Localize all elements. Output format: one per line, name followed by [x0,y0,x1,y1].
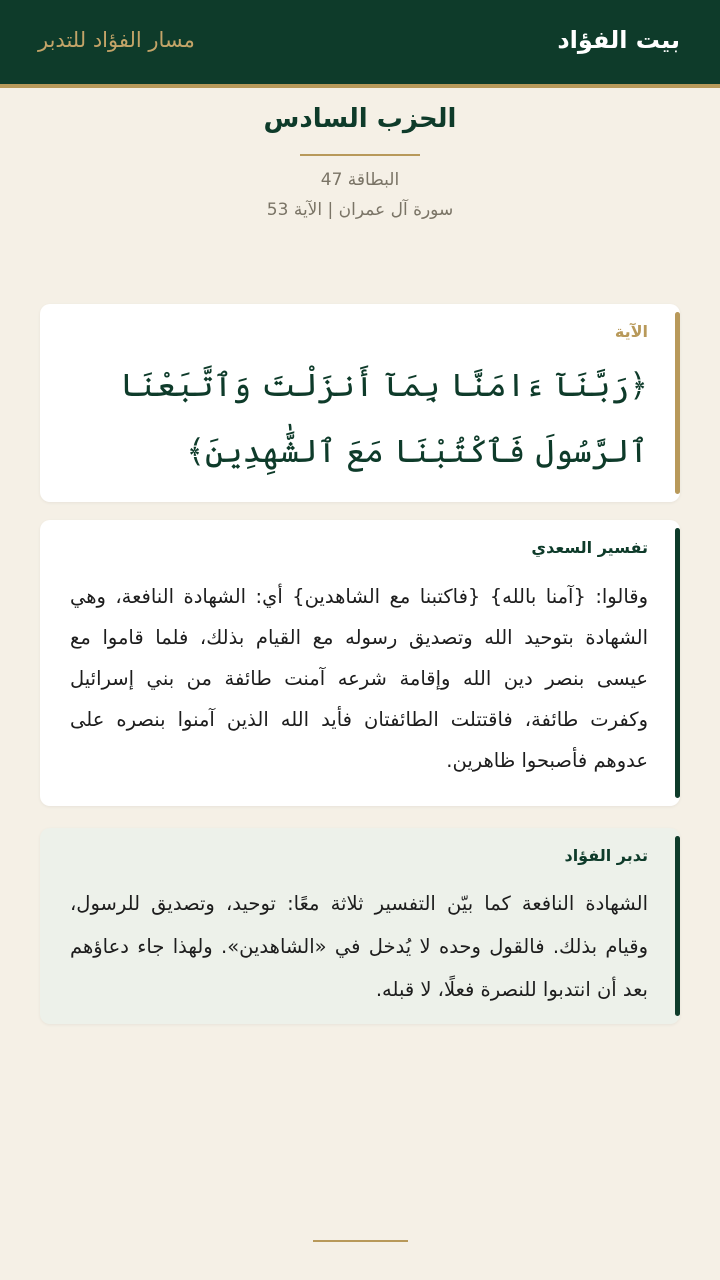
tadabbur-accent-bar [675,836,680,1016]
tafsir-text: وقالوا: {آمنا بالله} {فاكتبنا مع الشاهدين} أي: الشهادة النافعة، وهي الشهادة بتوحيد الله وتصديق رسوله مع القيام بذلك، فلما قاموا مع عيسى بنصر دين الله وإقامة شرعه آمنت طائفة من بني إسرائيل وكفرت طائفة، فاقتتلت الطائفتان فأيد الله الذين آمنوا بنصره على عدوهم فأصبحوا ظاهرين. [70,585,648,772]
path-link[interactable]: مسار الفؤاد للتدبر [38,28,195,52]
verse-text: ﴿رَبَّنَآ ءَامَنَّا بِمَآ أَنزَلْتَ وَٱتَّبَعْنَا ٱلرَّسُولَ فَٱكْتُبْنَا مَعَ ٱلشَّٰهِدِينَ﴾ [119,366,648,470]
card-number: البطاقة 47 [320,170,400,190]
title-divider [300,154,420,156]
tafsir-card [40,520,680,806]
verse-accent-bar [675,312,680,494]
hizb-title: الحزب السادس [263,104,457,134]
tadabbur-text: الشهادة النافعة كما بيّن التفسير ثلاثة معًا: توحيد، وتصديق للرسول، وقيام بذلك. فالقول وحده لا يُدخل في «الشاهدين». ولهذا جاء دعاؤهم بعد أن انتدبوا للنصرة فعلًا، لا قبله. [70,892,648,1001]
bottom-divider [313,1240,408,1242]
surah-reference: سورة آل عمران | الآية 53 [266,200,454,220]
top-app-bar [0,0,720,88]
tadabbur-card [40,828,680,1024]
verse-label: الآية [614,322,648,341]
tadabbur-label: تدبر الفؤاد [564,846,648,865]
tafsir-label: تفسير السعدي [531,538,648,557]
app-brand[interactable]: بيت الفؤاد [557,26,680,54]
verse-card [40,304,680,502]
tafsir-accent-bar [675,528,680,798]
